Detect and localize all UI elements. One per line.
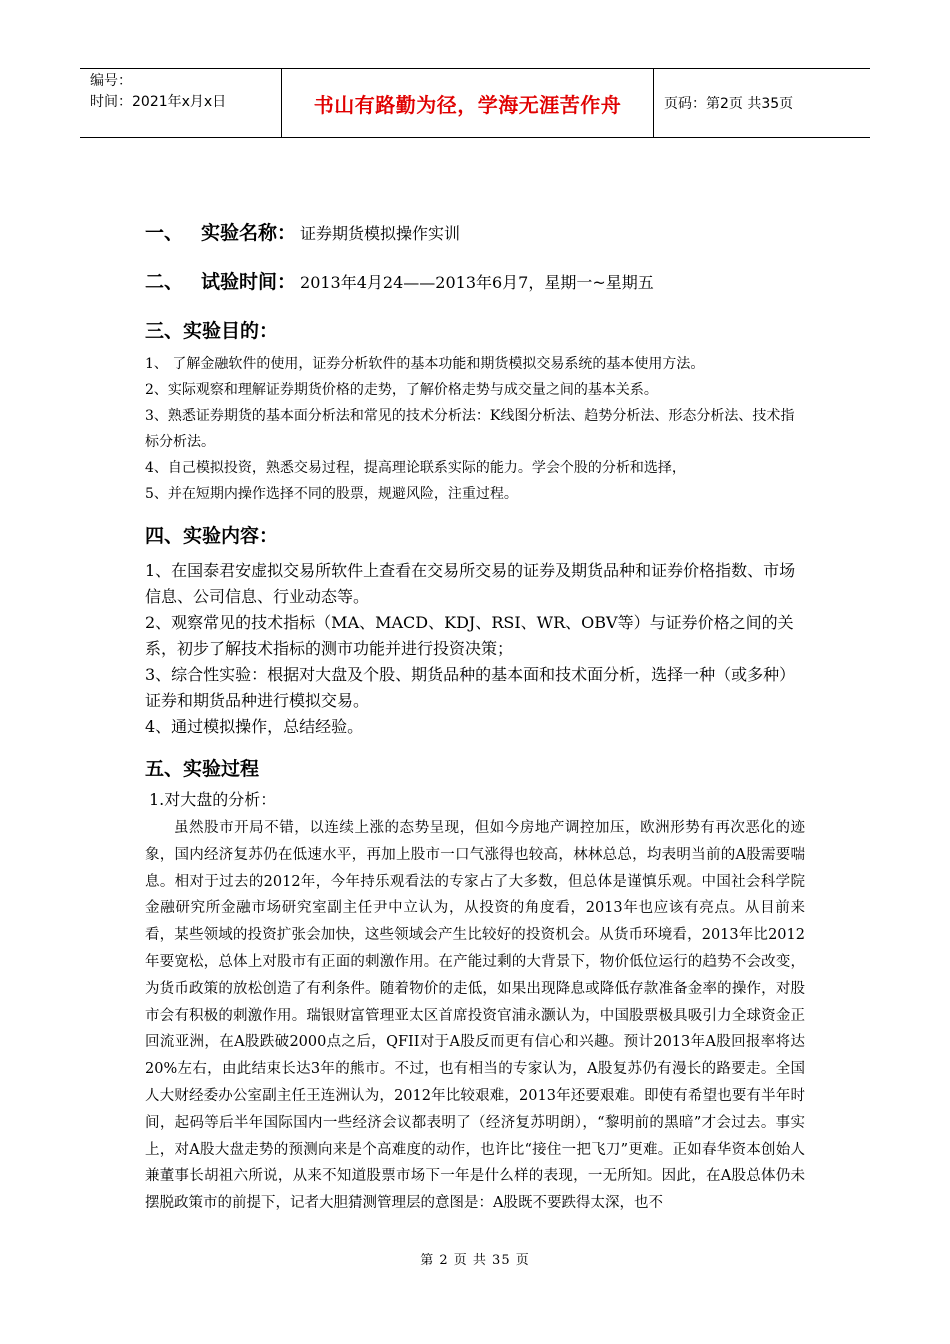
- section-1-label: 实验名称：: [201, 222, 297, 244]
- page-header: [80, 68, 870, 138]
- section-5-title: 五、实验过程: [145, 758, 260, 780]
- section-3-list: [145, 351, 805, 507]
- document-body: [145, 218, 805, 1217]
- section-2-label: 试验时间：: [201, 271, 297, 293]
- section-2-value: 2013年4月24——2013年6月7，星期一~星期五: [300, 273, 654, 292]
- page-footer: 第 2 页 共 35 页: [420, 1253, 530, 1268]
- header-motto: 书山有路勤为径，学海无涯苦作舟: [282, 69, 654, 137]
- header-page-info: 页码：第2页 共35页: [664, 96, 794, 112]
- list-item: 1、在国泰君安虚拟交易所软件上查看在交易所交易的证券及期货品种和证券价格指数、市场信息、公司信息、行业动态等。: [145, 561, 796, 606]
- list-item: 4、自己模拟投资，熟悉交易过程，提高理论联系实际的能力。学会个股的分析和选择，: [145, 460, 686, 476]
- list-item: 4、通过模拟操作，总结经验。: [145, 717, 364, 736]
- section-1-number: 一、: [145, 222, 184, 244]
- list-item: 1、 了解金融软件的使用，证券分析软件的基本功能和期货模拟交易系统的基本使用方法。: [145, 356, 705, 372]
- section-2-number: 二、: [145, 271, 184, 293]
- section-2-heading: [145, 267, 805, 294]
- time-label: 时间：2021年x月x日: [90, 94, 227, 110]
- list-item: 5、并在短期内操作选择不同的股票，规避风险，注重过程。: [145, 486, 518, 502]
- section-5-subtitle: 1.对大盘的分析：: [149, 790, 277, 809]
- list-item: 3、熟悉证券期货的基本面分析法和常见的技术分析法：K线图分析法、趋势分析法、形态分析法、技术指标分析法。: [145, 408, 795, 450]
- list-item: 2、实际观察和理解证券期货价格的走势，了解价格走势与成交量之间的基本关系。: [145, 382, 658, 398]
- header-meta: [80, 69, 282, 137]
- section-3-title: 三、实验目的：: [145, 320, 279, 342]
- section-1-heading: [145, 218, 805, 245]
- section-4-title: 四、实验内容：: [145, 525, 279, 547]
- analysis-paragraph: 虽然股市开局不错，以连续上涨的态势呈现，但如今房地产调控加压，欧洲形势有再次恶化的迹象，国内经济复苏仍在低速水平，再加上股市一口气涨得也较高，林林总总，均表明当前的A股需要喘息。相对于过去的2012年，今年持乐观看法的专家占了大多数，但总体是谨慎乐观。中国社会科学院金融研究所金融市场研究室副主任尹中立认为，从投资的角度看，2013年也应该有亮点。从目前来看，某些领域的投资扩张会加快，这些领域会产生比较好的投资机会。从货币环境看，2013年比2012年要宽松，总体上对股市有正面的刺激作用。在产能过剩的大背景下，物价低位运行的趋势不会改变，为货币政策的放松创造了有利条件。随着物价的走低，如果出现降息或降低存款准备金率的操作，对股市会有积极的刺激作用。瑞银财富管理亚太区首席投资官浦永灏认为，中国股票极具吸引力全球资金正回流亚洲，在A股跌破2000点之后，QFII对于A股反而更有信心和兴趣。预计2013年A股回报率将达20%左右，由此结束长达3年的熊市。不过，也有相当的专家认为，A股复苏仍有漫长的路要走。全国人大财经委办公室副主任王连洲认为，2012年比较艰难，2013年还要艰难。即使有希望也要有半年时间，起码等后半年国际国内一些经济会议都表明了（经济复苏明朗），“黎明前的黑暗”才会过去。事实上，对A股大盘走势的预测向来是个高难度的动作，也许比“接住一把飞刀”更难。正如春华资本创始人兼董事长胡祖六所说，从来不知道股票市场下一年是什么样的表现，一无所知。因此，在A股总体仍未摆脱政策市的前提下，记者大胆猜测管理层的意图是：A股既不要跌得太深，也不: [145, 820, 805, 1212]
- list-item: 3、综合性实验：根据对大盘及个股、期货品种的基本面和技术面分析，选择一种（或多种）证券和期货品种进行模拟交易。: [145, 665, 796, 710]
- list-item: 2、观察常见的技术指标（MA、MACD、KDJ、RSI、WR、OBV等）与证券价格之间的关系，初步了解技术指标的测市功能并进行投资决策；: [145, 613, 794, 658]
- number-label: 编号：: [90, 73, 132, 89]
- section-1-value: 证券期货模拟操作实训: [300, 224, 461, 243]
- section-4-list: [145, 558, 805, 740]
